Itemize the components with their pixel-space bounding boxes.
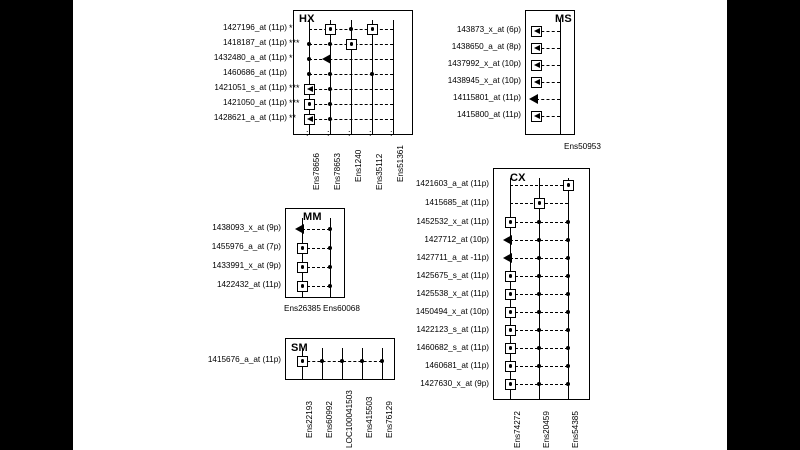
row-connector	[302, 229, 330, 230]
graph-node-dot	[328, 284, 332, 288]
graph-node-inner-triangle	[534, 113, 540, 119]
row-label: 1415800_at (11p)	[456, 110, 521, 119]
graph-node-dot	[340, 359, 344, 363]
row-label: 1421603_a_at (11p)	[415, 179, 489, 188]
column-label: Ens78656	[312, 153, 321, 190]
column-line	[351, 20, 352, 135]
column-label: Ens50953	[564, 142, 601, 151]
graph-node-inner-dot	[509, 310, 512, 313]
graph-node-inner-dot	[301, 359, 304, 362]
row-label: 1438650_a_at (8p)	[451, 42, 521, 51]
column-line	[393, 20, 394, 135]
graph-node-triangle	[322, 54, 331, 64]
row-label: 1460681_at (11p)	[424, 361, 489, 370]
graph-node-inner-dot	[308, 102, 311, 105]
row-connector	[309, 74, 393, 75]
column-ellipsis: :	[348, 128, 352, 138]
graph-node-inner-triangle	[534, 45, 540, 51]
graph-node-dot	[566, 220, 570, 224]
graph-node-dot	[566, 292, 570, 296]
column-label: Ens35112	[375, 153, 384, 190]
row-label: 1425538_x_at (11p)	[416, 289, 489, 298]
row-label: 1450494_x_at (10p)	[415, 307, 489, 316]
graph-node-inner-triangle	[307, 116, 313, 122]
row-significance: **	[289, 113, 297, 123]
row-label: 1432480_a_at (11p)	[213, 53, 287, 62]
column-label: Ens74272	[513, 411, 522, 448]
graph-node-inner-triangle	[307, 86, 313, 92]
column-label: Ens60068	[323, 304, 360, 313]
graph-node-inner-dot	[350, 42, 353, 45]
graph-node-dot	[566, 310, 570, 314]
graph-node-dot	[328, 102, 332, 106]
row-label: 143873_x_at (6p)	[456, 25, 521, 34]
graph-node-dot	[328, 72, 332, 76]
graph-node-inner-dot	[509, 346, 512, 349]
graph-node-dot	[537, 364, 541, 368]
graph-node-inner-dot	[509, 220, 512, 223]
graph-node-dot	[320, 359, 324, 363]
graph-node-inner-dot	[509, 382, 512, 385]
column-ellipsis: :	[327, 128, 331, 138]
graph-node-inner-dot	[509, 274, 512, 277]
column-label: Ens415503	[365, 396, 374, 438]
graph-node-dot	[328, 265, 332, 269]
graph-node-dot	[566, 364, 570, 368]
graph-node-dot	[537, 292, 541, 296]
row-significance: ***	[289, 98, 300, 108]
row-label: 1415685_at (11p)	[424, 198, 489, 207]
row-label: 1438093_x_at (9p)	[212, 223, 281, 232]
graph-node-dot	[566, 274, 570, 278]
graph-node-dot	[328, 227, 332, 231]
block-cx-label: CX	[510, 172, 526, 184]
block-mm-label: MM	[303, 211, 322, 223]
row-label: 1455976_a_at (7p)	[211, 242, 281, 251]
row-connector	[309, 89, 393, 90]
graph-node-inner-dot	[509, 292, 512, 295]
column-label: Ens22193	[305, 401, 314, 438]
graph-node-inner-triangle	[534, 28, 540, 34]
row-label: 1422432_at (11p)	[216, 280, 281, 289]
graph-node-inner-dot	[538, 201, 541, 204]
graph-node-inner-triangle	[534, 79, 540, 85]
row-label: 1452532_x_at (11p)	[416, 217, 489, 226]
column-ellipsis: :	[306, 128, 310, 138]
column-line	[560, 20, 561, 135]
graph-node-triangle	[529, 94, 538, 104]
row-label: 1428621_a_at (11p)	[213, 113, 287, 122]
row-connector	[309, 119, 393, 120]
graph-node-inner-dot	[509, 328, 512, 331]
graph-node-dot	[360, 359, 364, 363]
row-label: 1427630_x_at (9p)	[420, 379, 489, 388]
graph-node-dot	[328, 87, 332, 91]
graph-node-dot	[537, 256, 541, 260]
graph-node-inner-dot	[329, 27, 332, 30]
block-hx-label: HX	[299, 13, 315, 25]
graph-node-dot	[566, 382, 570, 386]
graph-node-dot	[307, 72, 311, 76]
column-label: Ens54385	[571, 411, 580, 448]
graph-node-dot	[328, 117, 332, 121]
graph-node-triangle	[503, 253, 512, 263]
column-line	[372, 20, 373, 135]
block-ms-label: MS	[555, 13, 572, 25]
column-label: Ens78653	[333, 153, 342, 190]
block-sm-label: SM	[291, 342, 308, 354]
graph-node-triangle	[295, 224, 304, 234]
graph-node-inner-triangle	[534, 62, 540, 68]
graph-node-inner-dot	[301, 265, 304, 268]
row-label: 1460686_at (11p)	[222, 68, 287, 77]
row-label: 1418187_at (11p)	[222, 38, 287, 47]
graph-node-dot	[307, 42, 311, 46]
graph-node-dot	[349, 27, 353, 31]
column-ellipsis: :	[390, 128, 394, 138]
graph-node-inner-dot	[371, 27, 374, 30]
row-label: 1427712_at (10p)	[424, 235, 489, 244]
graph-node-inner-dot	[301, 246, 304, 249]
row-label: 1427196_at (11p)	[222, 23, 287, 32]
graph-node-dot	[566, 328, 570, 332]
column-line	[362, 348, 363, 380]
column-label: Ens20459	[542, 411, 551, 448]
graph-node-dot	[328, 246, 332, 250]
graph-node-inner-dot	[567, 183, 570, 186]
graph-node-triangle	[503, 235, 512, 245]
row-significance: ***	[289, 38, 300, 48]
row-significance: ***	[289, 83, 300, 93]
row-label: 1421050_at (11p)	[222, 98, 287, 107]
graph-node-dot	[537, 382, 541, 386]
graph-node-dot	[537, 238, 541, 242]
row-label: 14115801_at (11p)	[453, 93, 521, 102]
graph-node-dot	[537, 328, 541, 332]
row-label: 1437992_x_at (10p)	[447, 59, 521, 68]
row-label: 1433991_x_at (9p)	[212, 261, 281, 270]
row-label: 1427711_a_at -11p)	[416, 253, 489, 262]
row-label: 1422123_s_at (11p)	[416, 325, 489, 334]
row-significance: *	[289, 23, 293, 33]
graph-node-dot	[370, 72, 374, 76]
row-connector	[309, 104, 393, 105]
graph-node-dot	[566, 256, 570, 260]
graph-node-dot	[537, 220, 541, 224]
graph-node-dot	[537, 274, 541, 278]
row-label: 1460682_s_at (11p)	[416, 343, 489, 352]
graph-node-dot	[380, 359, 384, 363]
column-label: Ens76129	[385, 401, 394, 438]
row-significance: *	[289, 53, 293, 63]
graph-node-dot	[537, 310, 541, 314]
row-label: 1425675_s_at (11p)	[416, 271, 489, 280]
column-label: Ens60992	[325, 401, 334, 438]
graph-node-dot	[537, 346, 541, 350]
column-ellipsis: :	[369, 128, 373, 138]
column-label: Ens26385	[284, 304, 321, 313]
row-label: 1421051_s_at (11p)	[214, 83, 287, 92]
graph-node-inner-dot	[301, 284, 304, 287]
column-label: LOC100041503	[345, 390, 354, 448]
row-label: 1415676_a_at (11p)	[207, 355, 281, 364]
column-line	[382, 348, 383, 380]
row-label: 1438945_x_at (10p)	[447, 76, 521, 85]
graph-node-dot	[307, 57, 311, 61]
column-line	[342, 348, 343, 380]
figure-canvas	[73, 0, 727, 450]
graph-node-dot	[566, 346, 570, 350]
column-label: Ens51361	[396, 145, 405, 182]
graph-node-dot	[566, 238, 570, 242]
column-line	[322, 348, 323, 380]
graph-node-dot	[328, 42, 332, 46]
graph-node-inner-dot	[509, 364, 512, 367]
row-connector	[536, 99, 560, 100]
column-label: Ens1240	[354, 149, 363, 182]
row-connector	[510, 185, 568, 186]
